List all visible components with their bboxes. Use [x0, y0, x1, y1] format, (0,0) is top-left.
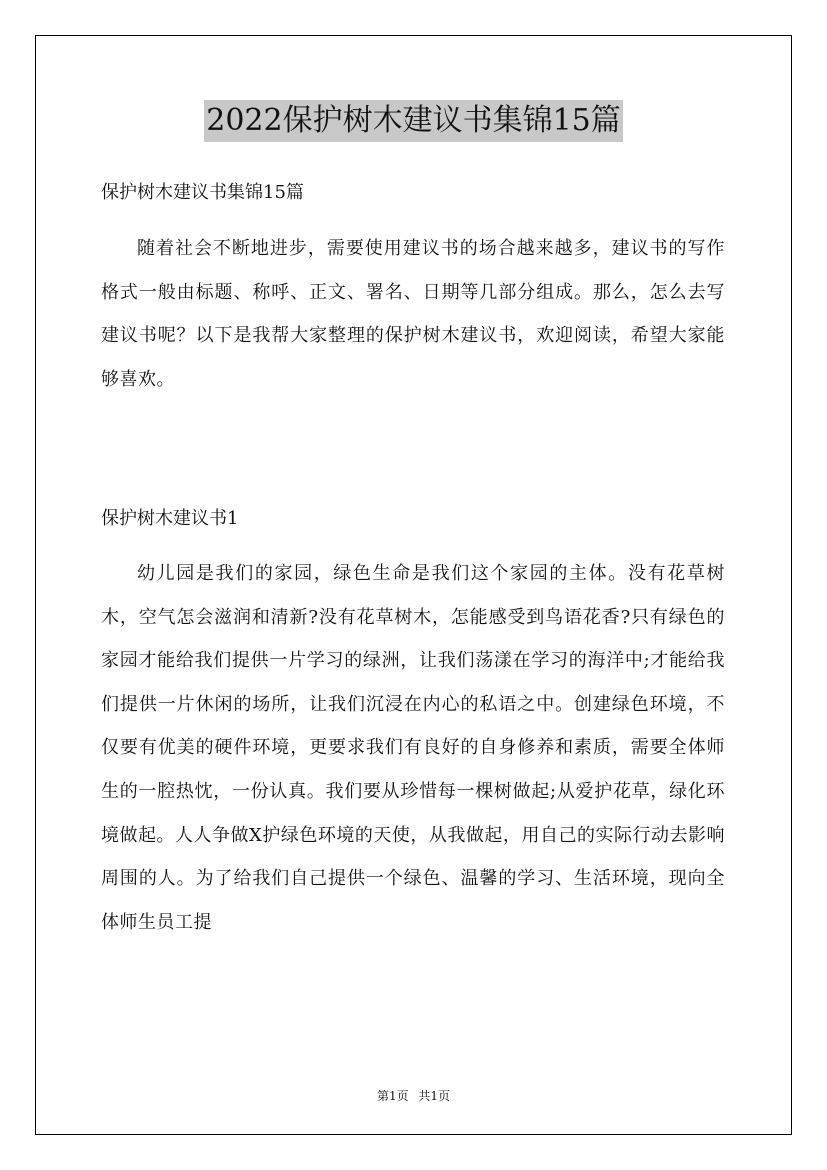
title-container [0, 100, 827, 142]
document-subtitle: 保护树木建议书集锦15篇 [101, 182, 304, 203]
page-number: 第1页 [376, 1089, 409, 1103]
intro-paragraph: 随着社会不断地进步，需要使用建议书的场合越来越多，建议书的写作格式一般由标题、称呼、正文、署名、日期等几部分组成。那么，怎么去写建议书呢？以下是我帮大家整理的保护树木建议书，欢迎阅读，希望大家能够喜欢。 [101, 238, 725, 390]
page-footer [0, 1088, 827, 1104]
section-body-paragraph: 幼儿园是我们的家园，绿色生命是我们这个家园的主体。没有花草树木，空气怎会滋润和清新?没有花草树木，怎能感受到鸟语花香?只有绿色的家园才能给我们提供一片学习的绿洲，让我们荡漾在学习的海洋中;才能给我们提供一片休闲的场所，让我们沉浸在内心的私语之中。创建绿色环境，不仅要有优美的硬件环境，更要求我们有良好的自身修养和素质，需要全体师生的一腔热忱，一份认真。我们要从珍惜每一棵树做起;从爱护花草，绿化环境做起。人人争做X护绿色环境的天使，从我做起，用自己的实际行动去影响周围的人。为了给我们自己提供一个绿色、温馨的学习、生活环境，现向全体师生员工提 [101, 563, 725, 933]
page-total: 共1页 [418, 1089, 451, 1103]
document-title: 2022保护树木建议书集锦15篇 [204, 100, 623, 142]
section-heading: 保护树木建议书1 [101, 508, 239, 529]
